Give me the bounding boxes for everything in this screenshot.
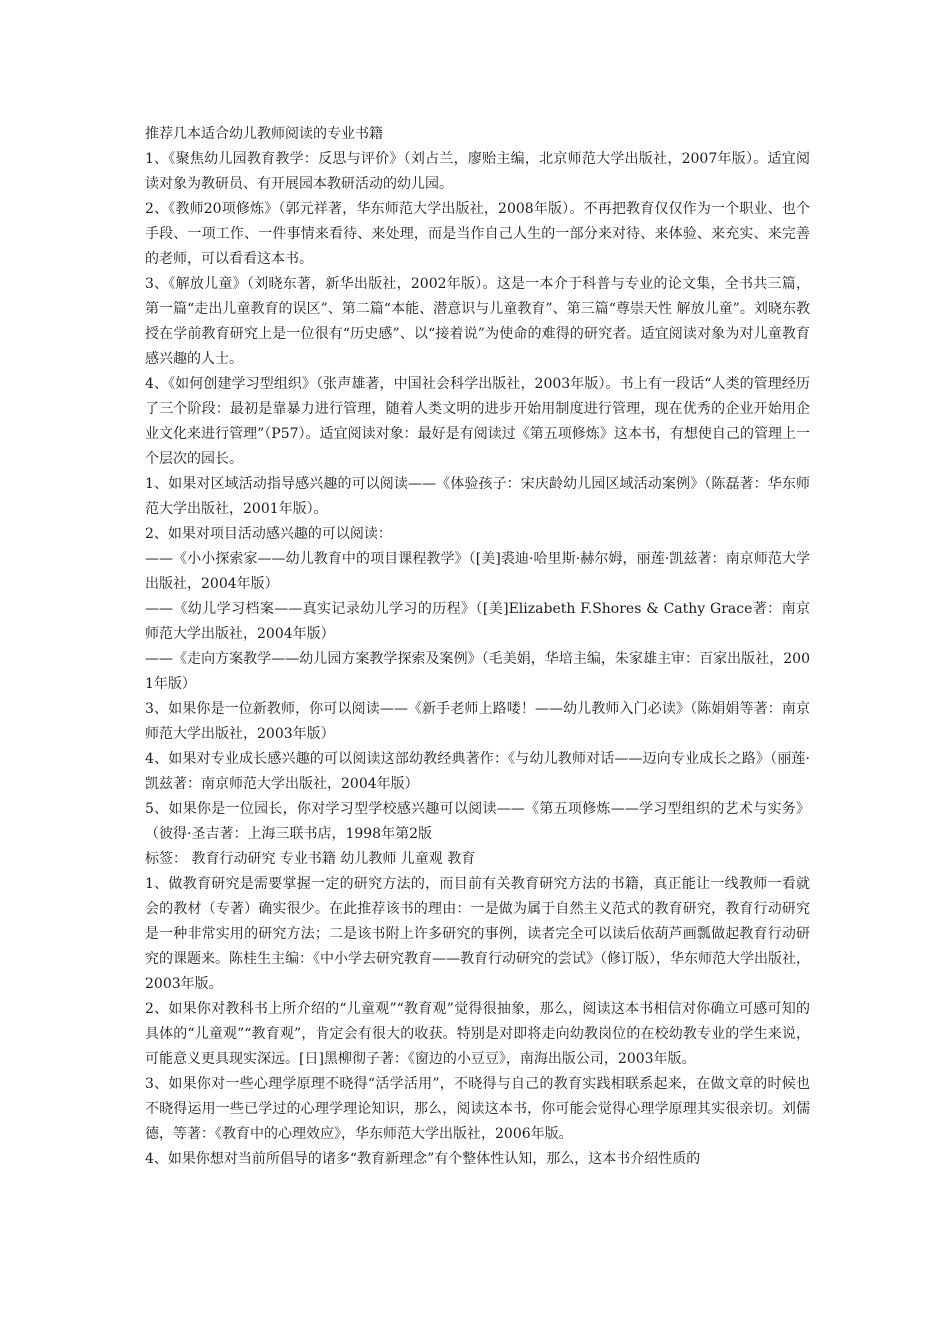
paragraph: 4、如果对专业成长感兴趣的可以阅读这部幼教经典著作：《与幼儿教师对话——迈向专业成长之路》（丽莲·凯兹著：南京师范大学出版社，2004年版）	[145, 751, 810, 792]
paragraph: 3、如果你是一位新教师，你可以阅读——《新手老师上路喽！——幼儿教师入门必读》（陈娟娟等著：南京师范大学出版社，2003年版）	[145, 701, 810, 742]
paragraph: 3、如果你对一些心理学原理不晓得“活学活用”，不晓得与自己的教育实践相联系起来，在做文章的时候也不晓得运用一些已学过的心理学理论知识，那么，阅读这本书，你可能会觉得心理学原理其实很亲切。刘儒德，等著：《教育中的心理效应》，华东师范大学出版社，2006年版。	[145, 1076, 810, 1142]
paragraph: 4、如果你想对当前所倡导的诸多“教育新理念”有个整体性认知，那么，这本书介绍性质的	[145, 1151, 701, 1167]
document-body	[145, 122, 810, 1172]
paragraph: ——《幼儿学习档案——真实记录幼儿学习的历程》（[美]Elizabeth F.Shores & Cathy Grace著：南京师范大学出版社，2004年版）	[145, 601, 810, 642]
paragraph: ——《小小探索家——幼儿教育中的项目课程教学》（[美]裘迪·哈里斯·赫尔姆，丽莲·凯兹著：南京师范大学出版社，2004年版）	[145, 551, 810, 592]
document-title: 推荐几本适合幼儿教师阅读的专业书籍	[145, 126, 383, 142]
paragraph: 4、《如何创建学习型组织》（张声雄著，中国社会科学出版社，2003年版）。书上有一段话“人类的管理经历了三个阶段：最初是靠暴力进行管理，随着人类文明的进步开始用制度进行管理，现在优秀的企业开始用企业文化来进行管理”（P57）。适宜阅读对象：最好是有阅读过《第五项修炼》这本书，有想使自己的管理上一个层次的园长。	[145, 376, 810, 467]
paragraph: 2、如果你对教科书上所介绍的“儿童观”“教育观”觉得很抽象，那么，阅读这本书相信对你确立可感可知的具体的“儿童观”“教育观”，肯定会有很大的收获。特别是对即将走向幼教岗位的在校幼教专业的学生来说，可能意义更具现实深远。[日]黑柳彻子著：《窗边的小豆豆》，南海出版公司，2003年版。	[145, 1001, 810, 1067]
paragraph: 2、如果对项目活动感兴趣的可以阅读：	[145, 526, 392, 542]
paragraph: 3、《解放儿童》（刘晓东著，新华出版社，2002年版）。这是一本介于科普与专业的论文集，全书共三篇，第一篇“走出儿童教育的误区”、第二篇“本能、潜意识与儿童教育”、第三篇“尊崇天性 解放儿童”。刘晓东教授在学前教育研究上是一位很有“历史感”、以“接着说”为使命的难得的研究者。适宜阅读对象为对儿童教育感兴趣的人士。	[145, 276, 810, 367]
paragraph: 1、做教育研究是需要掌握一定的研究方法的，而目前有关教育研究方法的书籍，真正能让一线教师一看就会的教材（专著）确实很少。在此推荐该书的理由：一是做为属于自然主义范式的教育研究，教育行动研究是一种非常实用的研究方法；二是该书附上许多研究的事例，读者完全可以读后依葫芦画瓢做起教育行动研究的课题来。陈桂生主编：《中小学去研究教育——教育行动研究的尝试》（修订版），华东师范大学出版社， 2003年版。	[145, 876, 810, 992]
tags-line: 标签： 教育行动研究 专业书籍 幼儿教师 儿童观 教育	[145, 851, 476, 867]
paragraph: 2、《教师20项修炼》（郭元祥著，华东师范大学出版社，2008年版）。不再把教育仅仅作为一个职业、也个手段、一项工作、一件事情来看待、来处理，而是当作自己人生的一部分来对待、来体验、来充实、来完善的老师，可以看看这本书。	[145, 201, 810, 267]
paragraph: 1、《聚焦幼儿园教育教学：反思与评价》（刘占兰，廖贻主编，北京师范大学出版社，2007年版）。适宜阅读对象为教研员、有开展园本教研活动的幼儿园。	[145, 151, 810, 192]
paragraph: 5、如果你是一位园长，你对学习型学校感兴趣可以阅读——《第五项修炼——学习型组织的艺术与实务》（彼得·圣吉著：上海三联书店，1998年第2版	[145, 801, 810, 842]
paragraph: 1、如果对区域活动指导感兴趣的可以阅读——《体验孩子：宋庆龄幼儿园区域活动案例》（陈磊著：华东师范大学出版社，2001年版）。	[145, 476, 810, 517]
paragraph: ——《走向方案教学——幼儿园方案教学探索及案例》（毛美娟，华培主编，朱家雄主审：百家出版社，2001年版）	[145, 651, 810, 692]
